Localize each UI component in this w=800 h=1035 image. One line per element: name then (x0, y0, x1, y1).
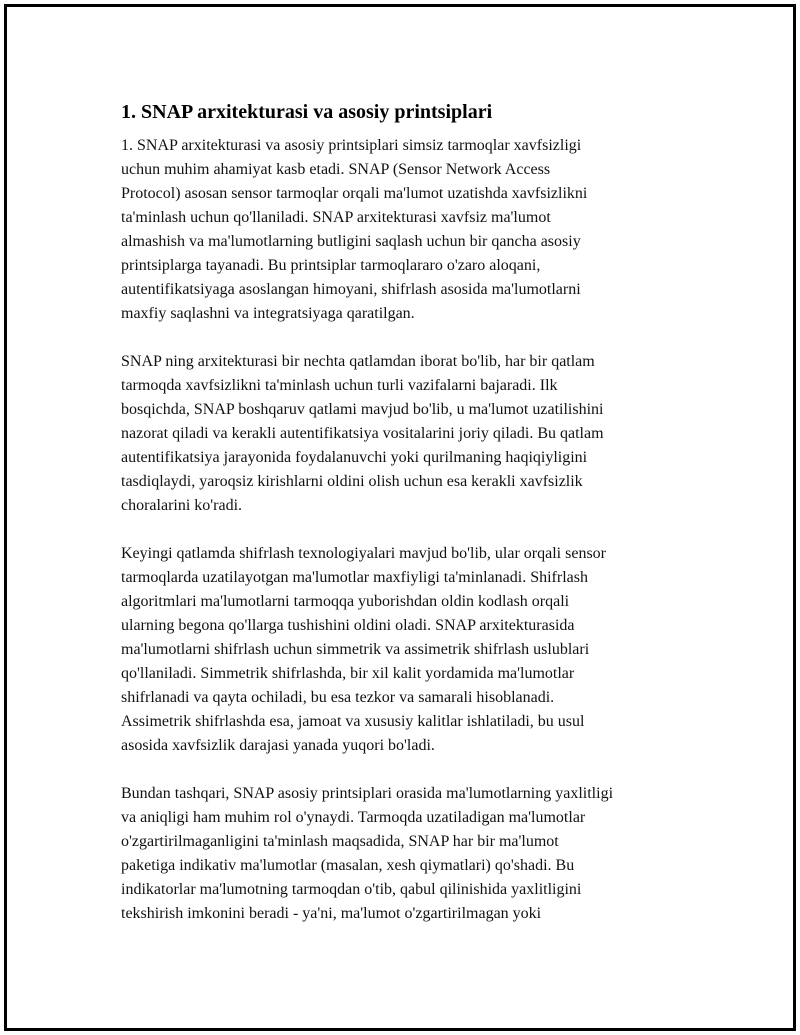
paragraph-2: SNAP ning arxitekturasi bir nechta qatlamdan iborat bo'lib, har bir qatlam tarmoqda xavfsizlikni ta'minlash uchun turli vazifalarni bajaradi. Ilk bosqichda, SNAP boshqaruv qatlami mavjud bo'lib, u ma'lumot uzatilishini nazorat qiladi va kerakli autentifikatsiya vositalarini joriy qiladi. Bu qatlam autentifikatsiya jarayonida foydalanuvchi yoki qurilmaning haqiqiyligini tasdiqlaydi, yaroqsiz kirishlarni oldini olish uchun esa kerakli xavfsizlik choralarini ko'radi. (121, 353, 604, 514)
paragraph-3: Keyingi qatlamda shifrlash texnologiyalari mavjud bo'lib, ular orqali sensor tarmoqlarda uzatilayotgan ma'lumotlar maxfiyligi ta'minlanadi. Shifrlash algoritmlari ma'lumotlarni tarmoqqa yuborishdan oldin kodlash orqali ularning begona qo'llarga tushishini oldini oladi. SNAP arxitekturasida ma'lumotlarni shifrlash uchun simmetrik va assimetrik shifrlash uslublari qo'llaniladi. Simmetrik shifrlashda, bir xil kalit yordamida ma'lumotlar shifrlanadi va qayta ochiladi, bu esa tezkor va samarali hisoblanadi. Assimetrik shifrlashda esa, jamoat va xususiy kalitlar ishlatiladi, bu usul asosida xavfsizlik darajasi yanada yuqori bo'ladi. (121, 545, 606, 754)
document-body (121, 99, 701, 950)
paragraph-1: 1. SNAP arxitekturasi va asosiy printsiplari simsiz tarmoqlar xavfsizligi uchun muhim ahamiyat kasb etadi. SNAP (Sensor Network Access Protocol) asosan sensor tarmoqlar orqali ma'lumot uzatishda xavfsizlikni ta'minlash uchun qo'llaniladi. SNAP arxitekturasi xavfsiz ma'lumot almashish va ma'lumotlarning butligini saqlash uchun bir qancha asosiy printsiplarga tayanadi. Bu printsiplar tarmoqlararo o'zaro aloqani, autentifikatsiyaga asoslangan himoyani, shifrlash asosida ma'lumotlarni maxfiy saqlashni va integratsiyaga qaratilgan. (121, 137, 588, 322)
document-heading: 1. SNAP arxitekturasi va asosiy printsiplari (121, 101, 493, 123)
paragraph-4: Bundan tashqari, SNAP asosiy printsiplari orasida ma'lumotlarning yaxlitligi va aniqligi ham muhim rol o'ynaydi. Tarmoqda uzatiladigan ma'lumotlar o'zgartirilmaganligini ta'minlash maqsadida, SNAP har bir ma'lumot paketiga indikativ ma'lumotlar (masalan, xesh qiymatlari) qo'shadi. Bu indikatorlar ma'lumotning tarmoqdan o'tib, qabul qilinishida yaxlitligini tekshirish imkonini beradi - ya'ni, ma'lumot o'zgartirilmagan yoki (121, 785, 614, 922)
page-frame (4, 4, 796, 1031)
